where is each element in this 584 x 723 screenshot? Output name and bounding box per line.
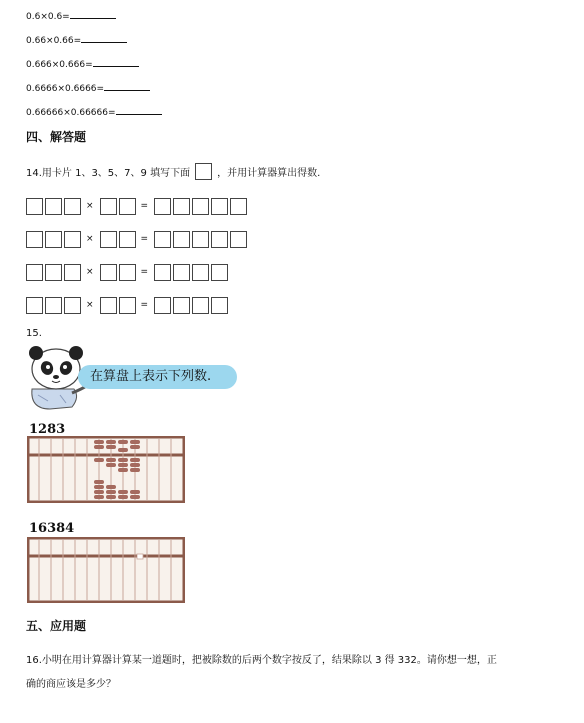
digit-box[interactable] (45, 264, 62, 281)
digit-box[interactable] (45, 231, 62, 248)
question-15-number: 15. (26, 328, 42, 339)
answer-blank[interactable] (93, 58, 139, 67)
digit-box[interactable] (64, 231, 81, 248)
result-box[interactable] (211, 297, 228, 314)
digit-box[interactable] (100, 264, 117, 281)
digit-box[interactable] (26, 264, 43, 281)
question-16-line-1: 16.小明在用计算器计算某一道题时，把被除数的后两个数字按反了，结果除以 3 得 332。请你想一想，正 (26, 655, 497, 666)
result-box[interactable] (154, 264, 171, 281)
digit-box[interactable] (45, 297, 62, 314)
equals-sign: = (140, 300, 149, 310)
abacus-1-label: 1283 (29, 422, 66, 437)
result-box[interactable] (192, 198, 209, 215)
digit-box[interactable] (64, 264, 81, 281)
equation-2 (26, 34, 127, 46)
digit-box[interactable] (100, 198, 117, 215)
multiplication-row-2 (26, 229, 249, 249)
digit-box[interactable] (45, 198, 62, 215)
question-16-line-2: 确的商应该是多少？ (26, 679, 116, 690)
equation-5 (26, 106, 162, 118)
digit-box[interactable] (64, 198, 81, 215)
equation-2-expr: 0.66×0.66= (26, 36, 82, 46)
digit-box[interactable] (26, 231, 43, 248)
result-box[interactable] (192, 231, 209, 248)
times-sign: × (86, 267, 94, 277)
result-box[interactable] (173, 231, 190, 248)
abacus-1 (27, 436, 185, 503)
answer-blank[interactable] (104, 82, 150, 91)
question-14-text: 14.用卡片 1、3、5、7、9 填写下面 (26, 168, 191, 179)
equation-4 (26, 82, 150, 94)
multiplication-row-1 (26, 196, 249, 216)
equals-sign: = (140, 234, 149, 244)
result-box[interactable] (192, 264, 209, 281)
equation-4-expr: 0.6666×0.6666= (26, 84, 105, 94)
times-sign: × (86, 300, 94, 310)
result-box[interactable] (154, 297, 171, 314)
digit-box[interactable] (26, 297, 43, 314)
digit-box[interactable] (100, 297, 117, 314)
digit-box[interactable] (119, 231, 136, 248)
digit-box[interactable] (119, 198, 136, 215)
abacus-2 (27, 537, 185, 603)
digit-box[interactable] (26, 198, 43, 215)
times-sign: × (86, 201, 94, 211)
equals-sign: = (140, 267, 149, 277)
equation-3 (26, 58, 139, 70)
answer-blank[interactable] (116, 106, 162, 115)
result-box[interactable] (230, 231, 247, 248)
result-box[interactable] (154, 198, 171, 215)
example-box (195, 163, 212, 180)
result-box[interactable] (173, 297, 190, 314)
result-box[interactable] (211, 264, 228, 281)
result-box[interactable] (173, 198, 190, 215)
result-box[interactable] (211, 198, 228, 215)
multiplication-row-3 (26, 262, 230, 282)
digit-box[interactable] (100, 231, 117, 248)
speech-bubble (78, 365, 237, 389)
section-5-title: 五、应用题 (26, 619, 87, 633)
result-box[interactable] (192, 297, 209, 314)
question-14-text-after: ，并用计算器算出得数. (217, 168, 321, 179)
section-4-title: 四、解答题 (26, 130, 87, 144)
result-box[interactable] (211, 231, 228, 248)
digit-box[interactable] (119, 297, 136, 314)
digit-box[interactable] (119, 264, 136, 281)
equation-5-expr: 0.66666×0.66666= (26, 108, 116, 118)
times-sign: × (86, 234, 94, 244)
result-box[interactable] (173, 264, 190, 281)
equation-1-expr: 0.6×0.6= (26, 12, 70, 22)
result-box[interactable] (230, 198, 247, 215)
answer-blank[interactable] (70, 10, 116, 19)
abacus-2-label: 16384 (29, 521, 75, 536)
equation-3-expr: 0.666×0.666= (26, 60, 93, 70)
digit-box[interactable] (64, 297, 81, 314)
multiplication-row-4 (26, 295, 230, 315)
equals-sign: = (140, 201, 149, 211)
question-14 (26, 163, 320, 180)
speech-bubble-text: 在算盘上表示下列数. (90, 369, 212, 384)
result-box[interactable] (154, 231, 171, 248)
answer-blank[interactable] (81, 34, 127, 43)
equation-1 (26, 10, 116, 22)
